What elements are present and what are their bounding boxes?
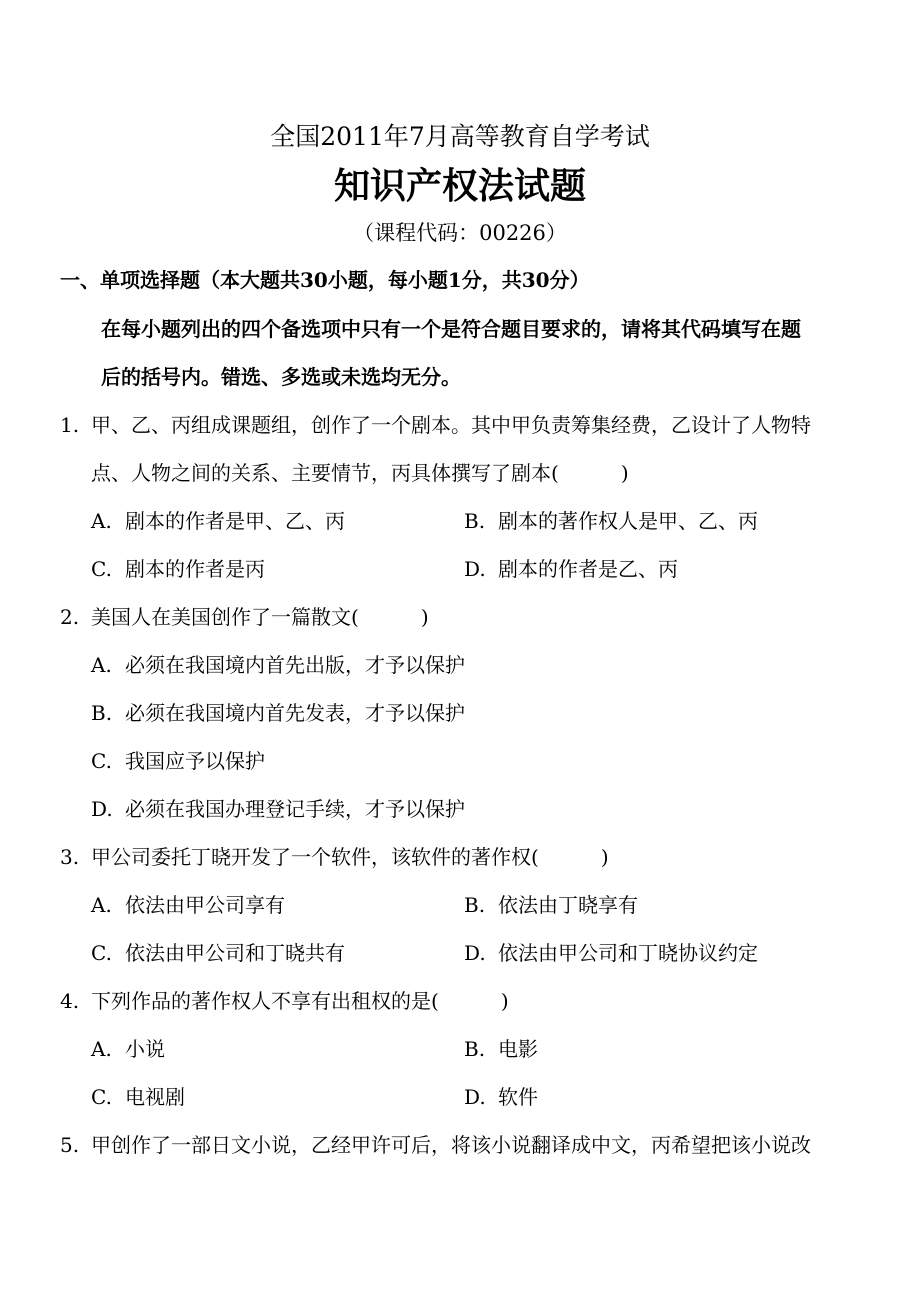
instruction-line-2: 后的括号内。错选、多选或未选均无分。: [101, 365, 461, 389]
option-text: 必须在我国境内首先发表，才予以保护: [125, 701, 465, 725]
question-text: 甲创作了一部日文小说，乙经甲许可后，将该小说翻译成中文，丙希望把该小说改: [91, 1133, 811, 1157]
option-text: 必须在我国境内首先出版，才予以保护: [125, 653, 465, 677]
option-text: 小说: [125, 1037, 165, 1061]
option: [91, 701, 465, 725]
bracket-close: ): [420, 605, 429, 629]
question-text: 点、人物之间的关系、主要情节，丙具体撰写了剧本(: [91, 461, 559, 485]
option-label: A.: [91, 1037, 112, 1061]
instruction-line-1: 在每小题列出的四个备选项中只有一个是符合题目要求的，请将其代码填写在题: [101, 317, 801, 341]
question-4-stem: [60, 989, 509, 1013]
option: [464, 893, 638, 917]
question-text: 甲公司委托丁晓开发了一个软件，该软件的著作权(: [91, 845, 539, 869]
option-label: D.: [464, 557, 486, 581]
option-text: 剧本的著作权人是甲、乙、丙: [498, 509, 758, 533]
option-label: A.: [91, 509, 112, 533]
option: [91, 509, 345, 533]
option-label: D.: [464, 1085, 486, 1109]
option-text: 剧本的作者是丙: [125, 557, 265, 581]
bracket-close: ): [600, 845, 609, 869]
option-text: 电视剧: [125, 1085, 185, 1109]
option-label: D.: [91, 797, 113, 821]
option-text: 必须在我国办理登记手续，才予以保护: [125, 797, 465, 821]
option-text: 依法由丁晓享有: [498, 893, 638, 917]
option: [464, 1085, 538, 1109]
option-label: B.: [91, 701, 113, 725]
option: [464, 557, 678, 581]
question-number: 4.: [60, 989, 80, 1013]
option-label: B.: [464, 1037, 486, 1061]
option-text: 电影: [498, 1037, 538, 1061]
question-1-stem-cont: [91, 461, 629, 485]
option-label: C.: [91, 1085, 112, 1109]
bracket-close: ): [500, 989, 509, 1013]
option: [91, 797, 465, 821]
option-label: A.: [91, 653, 112, 677]
option-label: D.: [464, 941, 486, 965]
option: [91, 653, 465, 677]
option-text: 剧本的作者是甲、乙、丙: [125, 509, 345, 533]
question-number: 2.: [60, 605, 80, 629]
option-text: 依法由甲公司和丁晓共有: [125, 941, 345, 965]
option: [91, 557, 265, 581]
option-label: C.: [91, 749, 112, 773]
question-5-stem: [60, 1133, 811, 1157]
option: [464, 509, 758, 533]
option: [91, 893, 285, 917]
question-2-stem: [60, 605, 429, 629]
exam-title: 知识产权法试题: [333, 165, 586, 207]
exam-name: 全国2011年7月高等教育自学考试: [270, 122, 650, 151]
question-3-stem: [60, 845, 609, 869]
section-heading: 一、单项选择题（本大题共30小题，每小题1分，共30分）: [60, 268, 590, 292]
option-text: 依法由甲公司享有: [125, 893, 285, 917]
option: [91, 1085, 185, 1109]
question-number: 3.: [60, 845, 80, 869]
option-label: C.: [91, 941, 112, 965]
option: [91, 1037, 165, 1061]
option: [464, 1037, 538, 1061]
question-number: 1.: [60, 413, 80, 437]
question-text: 甲、乙、丙组成课题组，创作了一个剧本。其中甲负责筹集经费，乙设计了人物特: [91, 413, 811, 437]
option-text: 剧本的作者是乙、丙: [498, 557, 678, 581]
question-number: 5.: [60, 1133, 80, 1157]
course-code: （课程代码：00226）: [353, 221, 567, 245]
option-text: 软件: [498, 1085, 538, 1109]
option-label: C.: [91, 557, 112, 581]
option: [464, 941, 758, 965]
question-text: 美国人在美国创作了一篇散文(: [91, 605, 359, 629]
option: [91, 749, 265, 773]
option-text: 我国应予以保护: [125, 749, 265, 773]
option: [91, 941, 345, 965]
question-1-stem: [60, 413, 811, 437]
bracket-close: ): [620, 461, 629, 485]
option-text: 依法由甲公司和丁晓协议约定: [498, 941, 758, 965]
option-label: B.: [464, 509, 486, 533]
question-text: 下列作品的著作权人不享有出租权的是(: [91, 989, 439, 1013]
option-label: B.: [464, 893, 486, 917]
option-label: A.: [91, 893, 112, 917]
